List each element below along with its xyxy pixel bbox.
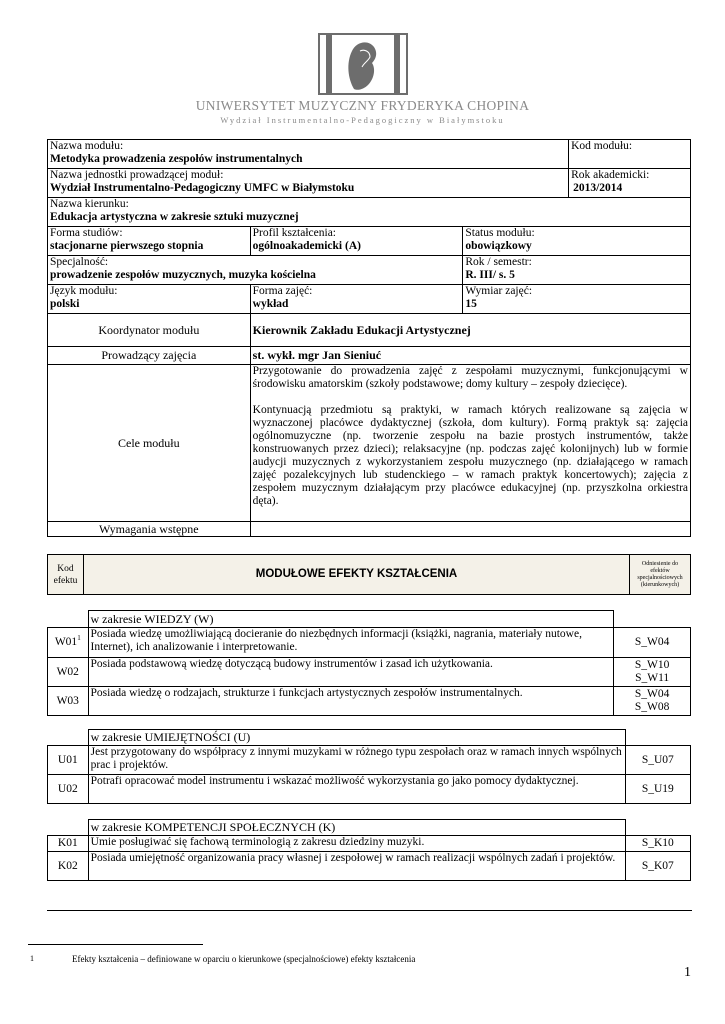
goals-paragraph-2: Kontynuacją przedmiotu są praktyki, w ramach których realizowane są zajęcia w wyznaczonej placówce dydaktycznej (szkoła, dom kultury). Formą praktyk są: zajęcia ogólnomuzyczne (np. tworzenie zespołu na bazie prostych instrumentów, także konstruowanych przez dzieci); relaksacyjne (np. podczas zajęć kolonijnych) lub w formie audycji muzycznych z wykorzystaniem zespołu muzycznego (np. działającego w ramach zajęć pozalekcyjnych lub studenckiego – w ramach praktyk koncertowych); zajęcia z zespołem muzycznym działającym przy placówce edukacyjnej (np. przyszkolna orkiestra dęta). <box>252 404 688 507</box>
knowledge-table <box>47 610 691 716</box>
year-value: 2013/2014 <box>573 182 623 194</box>
goals-label: Cele modułu <box>48 365 251 522</box>
module-name-label: Nazwa modułu: <box>50 140 124 152</box>
study-form-value: stacjonarne pierwszego stopnia <box>50 240 204 252</box>
module-code-cell <box>569 140 691 169</box>
goals-paragraph-1: Przygotowanie do prowadzenia zajęć z zespołami muzycznymi, funkcjonującymi w środowisku amatorskim (szkoły podstawowe; domy kultury – zespoły dziecięce). <box>252 365 688 390</box>
requirements-value <box>250 522 690 537</box>
requirements-label: Wymagania wstępne <box>48 522 251 537</box>
outcome-code: K02 <box>48 852 89 881</box>
class-form-value: wykład <box>252 298 289 310</box>
skills-section-title: w zakresie UMIEJĘTNOŚCI (U) <box>88 730 625 746</box>
outcome-text: Jest przygotowany do współpracy z innymi muzykami w różnego typu zespołach oraz w ramach innych wspólnych prac i projektów. <box>88 746 625 775</box>
class-form-label: Forma zajęć: <box>252 285 313 297</box>
outcomes-title: MODUŁOWE EFEKTY KSZTAŁCENIA <box>83 555 629 595</box>
module-code-label: Kod modułu: <box>571 140 633 152</box>
class-form-cell <box>250 285 463 314</box>
outcome-ref: S_U07 <box>625 746 690 775</box>
footnote-rule <box>28 944 203 945</box>
table-row <box>48 628 691 658</box>
table-row <box>48 836 691 852</box>
outcome-text: Posiada podstawową wiedzę dotyczącą budowy instrumentów i zasad ich użytkowania. <box>88 658 614 687</box>
coordinator-label: Koordynator modułu <box>48 314 251 347</box>
study-form-cell <box>48 227 251 256</box>
outcome-text: Posiada umiejętność organizowania pracy własnej i zespołowej w ramach realizacji wspólnych zadań i projektów. <box>88 852 625 881</box>
term-value: R. III/ s. 5 <box>465 269 515 281</box>
lang-label: Język modułu: <box>50 285 118 297</box>
outcome-text: Posiada wiedzę o rodzajach, strukturze i funkcjach artystycznych zespołów instrumentalnych. <box>88 687 614 716</box>
status-cell <box>463 227 691 256</box>
competences-section-title: w zakresie KOMPETENCJI SPOŁECZNYCH (K) <box>88 820 625 836</box>
term-cell <box>463 256 691 285</box>
page-number: 1 <box>684 965 691 980</box>
outcome-ref: S_W10 S_W11 <box>614 658 691 687</box>
outcome-code: U02 <box>48 775 89 804</box>
profile-label: Profil kształcenia: <box>252 227 337 239</box>
outcome-text: Posiada wiedzę umożliwiającą docieranie do niezbędnych informacji (książki, nagrania, materiały nutowe, Internet), ich analizowanie i interpretowanie. <box>88 628 614 658</box>
unit-label: Nazwa jednostki prowadzącej moduł: <box>50 169 224 181</box>
outcome-code: $W01^1$ <box>48 628 89 658</box>
goals-cell <box>250 365 690 522</box>
unit-value: Wydział Instrumentalno-Pedagogiczny UMFC w Białymstoku <box>50 182 355 194</box>
coordinator-value: Kierownik Zakładu Edukacji Artystycznej <box>250 314 690 347</box>
field-cell <box>48 198 691 227</box>
hours-cell <box>463 285 691 314</box>
outcome-ref: S_W04 <box>614 628 691 658</box>
skills-table <box>47 729 691 804</box>
outcome-code-header: Kod efektu <box>48 555 84 595</box>
outcome-ref: S_K10 <box>625 836 690 852</box>
term-label: Rok / semestr: <box>465 256 532 268</box>
outcome-ref-header: Odniesienie do efektów specjalnościowych (kierunkowych) <box>630 555 691 595</box>
outcome-text: Potrafi opracować model instrumentu i wskazać możliwość wykorzystania go jako pomocy dydaktycznej. <box>88 775 625 804</box>
spec-label: Specjalność: <box>50 256 109 268</box>
teacher-value: st. wykł. mgr Jan Sieniuć <box>250 347 690 365</box>
year-cell <box>569 169 691 198</box>
faculty-name: Wydział Instrumentalno-Pedagogiczny w Białymstoku <box>220 115 505 125</box>
field-label: Nazwa kierunku: <box>50 198 129 210</box>
outcome-code: K01 <box>48 836 89 852</box>
footnote-text: Efekty kształcenia – definiowane w oparciu o kierunkowe (specjalnościowe) efekty kształcenia <box>72 954 416 964</box>
outcome-code: W02 <box>48 658 89 687</box>
module-info-table <box>47 139 691 537</box>
knowledge-section-title: w zakresie WIEDZY (W) <box>88 611 614 628</box>
teacher-label: Prowadzący zajęcia <box>48 347 251 365</box>
university-name: UNIWERSYTET MUZYCZNY FRYDERYKA CHOPINA <box>195 98 530 113</box>
bottom-rule <box>47 910 692 911</box>
lang-value: polski <box>50 298 80 310</box>
outcome-code: W03 <box>48 687 89 716</box>
status-value: obowiązkowy <box>465 240 532 252</box>
lang-cell <box>48 285 251 314</box>
outcome-ref: S_W04 S_W08 <box>614 687 691 716</box>
outcome-text: Umie posługiwać się fachową terminologią z zakresu dziedziny muzyki. <box>88 836 625 852</box>
footnote-number: 1 <box>30 954 34 963</box>
table-row <box>48 852 691 881</box>
profile-cell <box>250 227 463 256</box>
hours-label: Wymiar zajęć: <box>465 285 533 297</box>
table-row <box>48 746 691 775</box>
year-label: Rok akademicki: <box>571 169 650 181</box>
table-row <box>48 687 691 716</box>
outcome-ref: S_K07 <box>625 852 690 881</box>
competences-table <box>47 819 691 881</box>
table-row <box>48 658 691 687</box>
spec-value: prowadzenie zespołów muzycznych, muzyka kościelna <box>50 269 316 281</box>
university-logo <box>318 33 408 95</box>
spec-cell <box>48 256 463 285</box>
study-form-label: Forma studiów: <box>50 227 123 239</box>
field-value: Edukacja artystyczna w zakresie sztuki muzycznej <box>50 211 299 223</box>
unit-cell <box>48 169 569 198</box>
table-row <box>48 775 691 804</box>
outcomes-header-table <box>47 554 691 595</box>
module-name-cell <box>48 140 569 169</box>
hours-value: 15 <box>465 298 477 310</box>
module-name-value: Metodyka prowadzenia zespołów instrumentalnych <box>50 153 303 165</box>
outcome-code: U01 <box>48 746 89 775</box>
outcome-ref: S_U19 <box>625 775 690 804</box>
profile-value: ogólnoakademicki (A) <box>252 240 361 252</box>
status-label: Status modułu: <box>465 227 535 239</box>
